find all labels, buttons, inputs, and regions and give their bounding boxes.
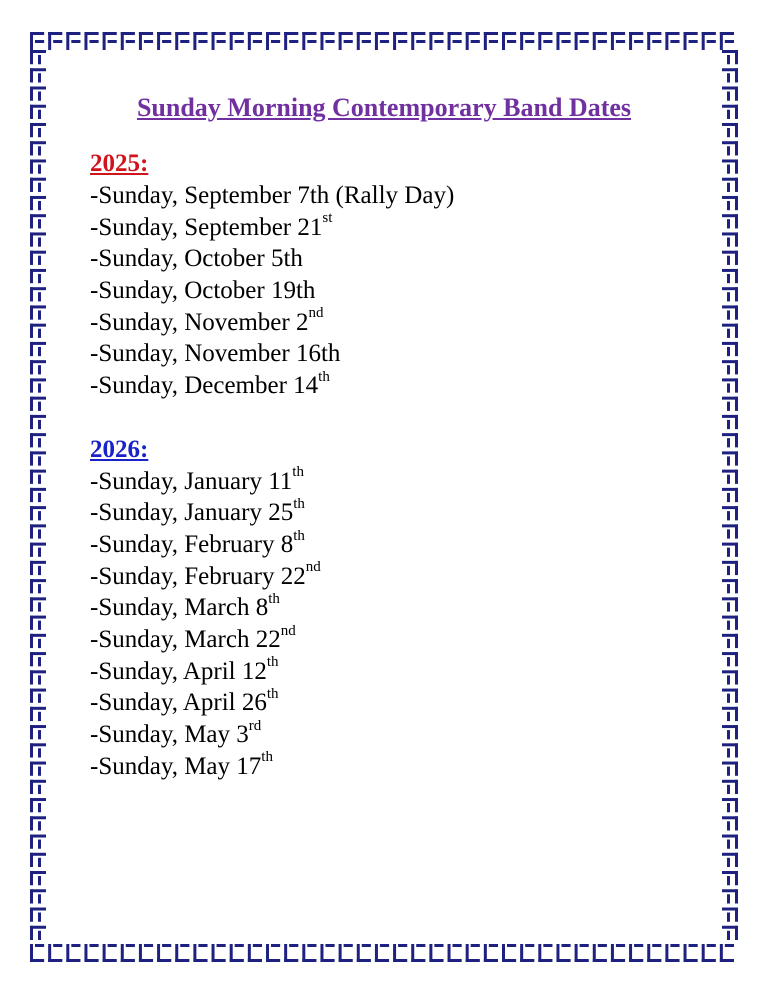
date-line: -Sunday, May 3rd — [90, 717, 262, 748]
dates-content — [90, 148, 690, 782]
date-line: -Sunday, March 8th — [90, 590, 280, 622]
year-heading-2026: 2026: — [90, 435, 149, 463]
year-heading-2025: 2025: — [90, 150, 149, 177]
date-line: -Sunday, February 8th — [90, 527, 305, 558]
date-line: -Sunday, January 11th — [90, 464, 304, 495]
date-line: -Sunday, October 19th — [90, 277, 316, 305]
date-line: -Sunday, March 22nd — [90, 622, 296, 653]
section-spacer — [90, 402, 690, 434]
section-2026 — [90, 434, 690, 783]
section-2025 — [90, 148, 690, 402]
date-line: -Sunday, April 12th — [90, 654, 279, 685]
page-title: Sunday Morning Contemporary Band Dates — [136, 93, 632, 122]
date-line: -Sunday, December 14th — [90, 368, 330, 400]
date-line: -Sunday, November 16th — [90, 340, 341, 368]
date-line: -Sunday, May 17th — [90, 749, 273, 780]
date-line: -Sunday, January 25th — [90, 495, 305, 527]
date-line: -Sunday, February 22nd — [90, 559, 321, 590]
date-line: -Sunday, September 21st — [90, 210, 333, 241]
date-line: -Sunday, October 5th — [90, 245, 303, 273]
date-line: -Sunday, September 7th (Rally Day) — [90, 182, 455, 209]
date-line: -Sunday, April 26th — [90, 685, 279, 717]
date-line: -Sunday, November 2nd — [90, 305, 324, 336]
